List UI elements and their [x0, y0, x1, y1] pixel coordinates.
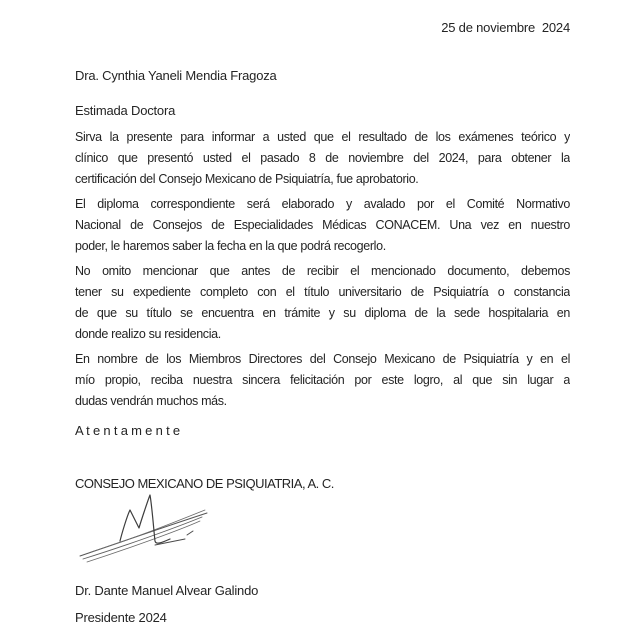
organization-line: CONSEJO MEXICANO DE PSIQUIATRIA, A. C. [75, 476, 334, 491]
letter-body [75, 127, 570, 412]
closing-line: A t e n t a m e n t e [75, 423, 180, 438]
salutation-line: Estimada Doctora [75, 103, 176, 118]
paragraph-4 [75, 349, 570, 412]
letter-content [75, 0, 570, 628]
signatory-title-line: Presidente 2024 [75, 610, 167, 625]
paragraph-line: dudas vendrán muchos más. [75, 394, 227, 408]
paragraph-line: tener su expediente completo con el título universitario de Psiquiatría o constancia [75, 285, 570, 299]
recipient-line: Dra. Cynthia Yaneli Mendia Fragoza [75, 68, 277, 83]
paragraph-2 [75, 194, 570, 257]
paragraph-line: Sirva la presente para informar a usted que el resultado de los exámenes teórico y [75, 130, 570, 144]
paragraph-line: poder, le haremos saber la fecha en la que podrá recogerlo. [75, 239, 386, 253]
paragraph-line: clínico que presentó usted el pasado 8 de noviembre del 2024, para obtener la [75, 151, 570, 165]
signature-scribble [75, 488, 225, 563]
paragraph-1 [75, 127, 570, 190]
paragraph-line: certificación del Consejo Mexicano de Psiquiatría, fue aprobatorio. [75, 172, 419, 186]
paragraph-line: En nombre de los Miembros Directores del Consejo Mexicano de Psiquiatría y en el [75, 352, 570, 366]
signatory-name-line: Dr. Dante Manuel Alvear Galindo [75, 583, 259, 598]
paragraph-line: Nacional de Consejos de Especialidades Médicas CONACEM. Una vez en nuestro [75, 218, 570, 232]
paragraph-line: El diploma correspondiente será elaborado y avalado por el Comité Normativo [75, 197, 570, 211]
paragraph-line: mío propio, reciba nuestra sincera felicitación por este logro, al que sin lugar a [75, 373, 570, 387]
paragraph-3 [75, 261, 570, 345]
paragraph-line: No omito mencionar que antes de recibir el mencionado documento, debemos [75, 264, 570, 278]
paragraph-line: donde realizo su residencia. [75, 327, 221, 341]
paragraph-line: de que su título se encuentra en trámite y su diploma de la sede hospitalaria en [75, 306, 570, 320]
date-line: 25 de noviembre 2024 [441, 20, 570, 35]
